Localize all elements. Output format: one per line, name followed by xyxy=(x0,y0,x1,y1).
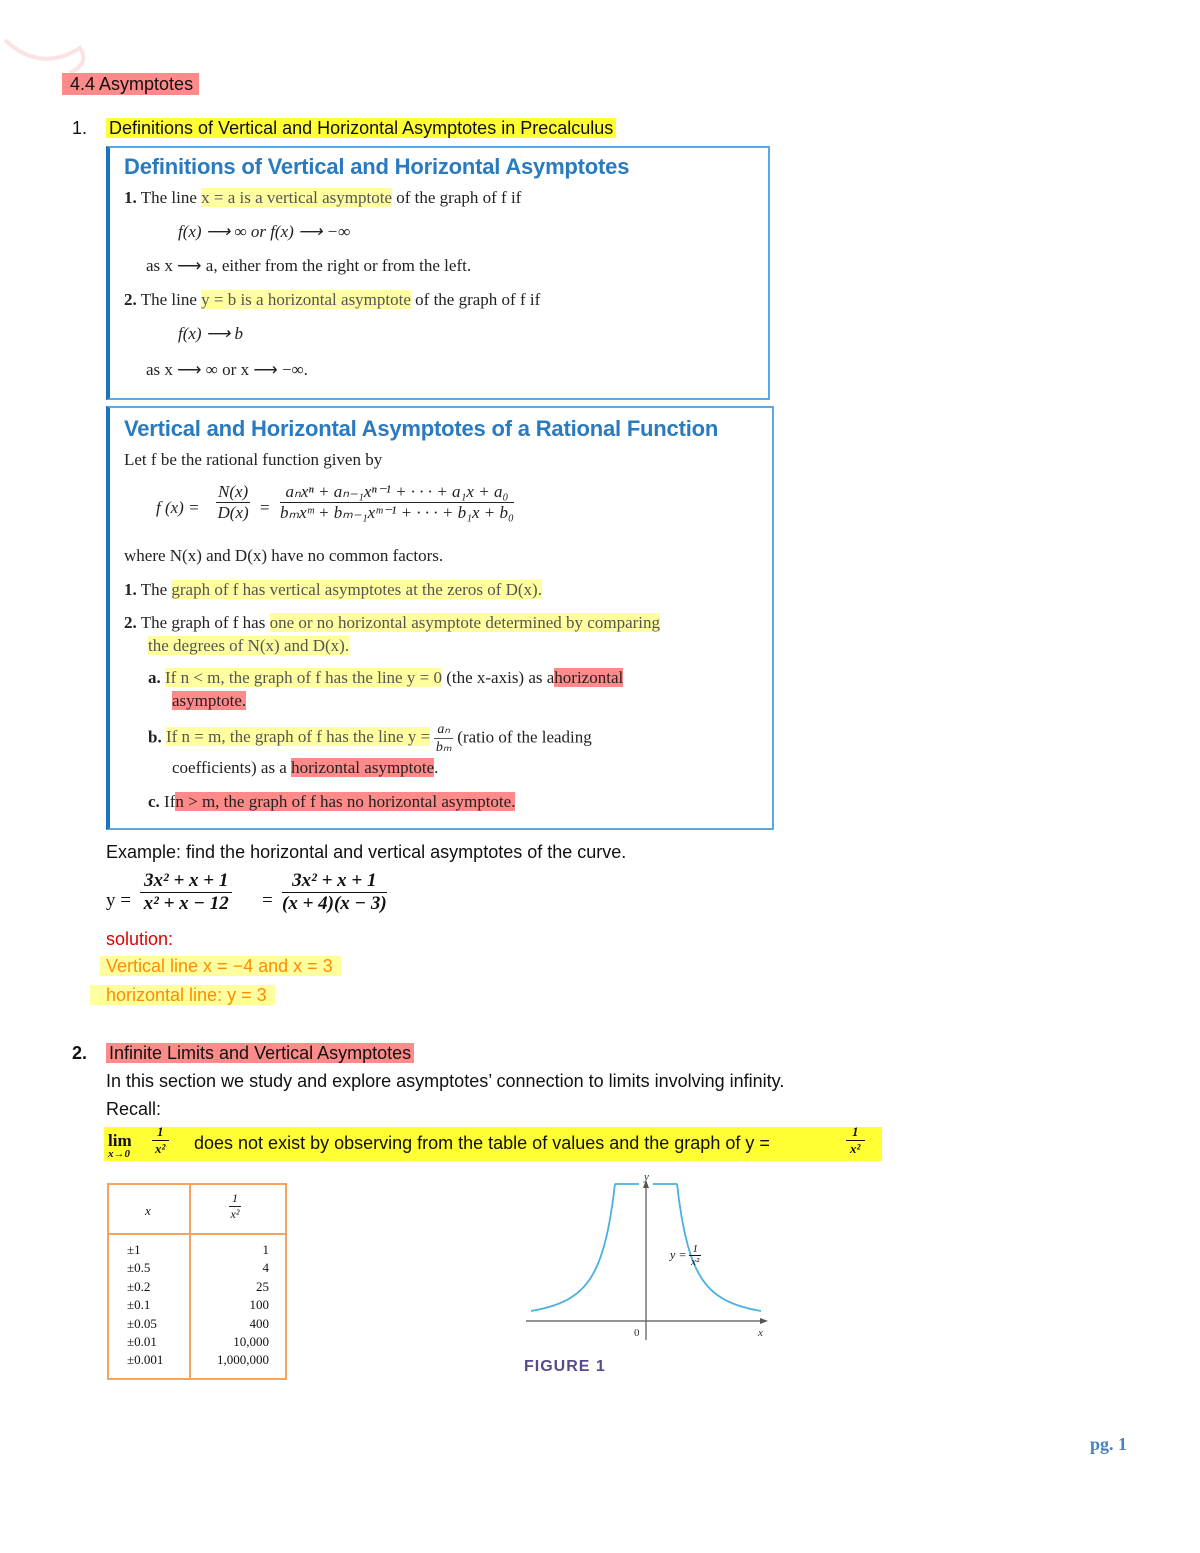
section-2-heading: 2. Infinite Limits and Vertical Asymptotes xyxy=(72,1043,414,1064)
recall-statement: does not exist by observing from the table of values and the graph of y = xyxy=(194,1133,770,1153)
table-f-cell: 25 xyxy=(256,1278,269,1294)
table-header-x: x xyxy=(145,1203,151,1218)
polynomial-fraction: aₙxⁿ + aₙ₋₁xⁿ⁻¹ + · · · + a₁x + a₀ bₘxᵐ + bₘ₋₁xᵐ⁻¹ + · · · + b₁x + b₀ xyxy=(280,482,514,522)
definition-2: 2. The line y = b is a horizontal asymptote of the graph of f if xyxy=(124,290,541,309)
example-y-eq: y = xyxy=(106,890,131,911)
curve-left-branch xyxy=(531,1184,639,1311)
origin-label: 0 xyxy=(634,1327,640,1339)
faint-mark xyxy=(0,28,100,78)
table-x-cell: ±0.01 xyxy=(127,1334,157,1350)
x-axis-label: x xyxy=(758,1327,763,1339)
table-x-cell: ±0.2 xyxy=(127,1278,151,1294)
example-fraction-1: 3x² + x + 1 x² + x − 12 xyxy=(140,870,232,915)
rational-box-title: Vertical and Horizontal Asymptotes of a Rational Function xyxy=(124,416,719,441)
rule-1: 1. The graph of f has vertical asymptotes at the zeros of D(x). xyxy=(124,580,542,599)
recall-label: Recall: xyxy=(106,1099,162,1119)
table-f-cell: 1,000,000 xyxy=(217,1352,269,1368)
rational-intro: Let f be the rational function given by xyxy=(124,450,383,469)
table-f-cell: 1 xyxy=(262,1242,269,1257)
section-2-intro: In this section we study and explore asymptotes’ connection to limits involving infinity. xyxy=(106,1071,785,1091)
y-axis-label: y xyxy=(644,1171,649,1183)
rule-2: 2. The graph of f has one or no horizontal asymptote determined by comparing xyxy=(124,613,660,632)
table-x-cell: ±0.05 xyxy=(127,1315,157,1331)
table-f-cell: 10,000 xyxy=(233,1334,269,1350)
definition-1-formula: f(x) ⟶ ∞ or f(x) ⟶ −∞ xyxy=(178,222,351,241)
figure-1-graph xyxy=(520,1170,780,1350)
figure-caption: FIGURE 1 xyxy=(524,1358,606,1375)
definition-2-formula: f(x) ⟶ b xyxy=(178,324,243,343)
rule-2c: c. Ifn > m, the graph of f has no horizontal asymptote. xyxy=(148,792,516,811)
page-number: pg. 1 xyxy=(1090,1434,1128,1454)
rational-f-lhs: f (x) = xyxy=(156,498,200,517)
page-title: 4.4 Asymptotes xyxy=(62,74,199,95)
rule-2b: b. If n = m, the graph of f has the line y = $\frac{\text{aₙ}}{\text{bₘ}}$ (ratio of the leading xyxy=(148,722,592,755)
values-table xyxy=(107,1183,287,1380)
rule-2a-cont: asymptote. xyxy=(172,691,247,710)
rational-where: where N(x) and D(x) have no common factors. xyxy=(124,546,444,565)
table-divider-h xyxy=(109,1233,285,1235)
table-x-cell: ±1 xyxy=(127,1242,141,1257)
x-axis-arrow xyxy=(760,1318,768,1324)
definition-1: 1. The line x = a is a vertical asymptote of the graph of f if xyxy=(124,188,522,207)
rule-2b-cont: coefficients) as a horizontal asymptote. xyxy=(172,758,439,777)
limit-fraction: 1 x² xyxy=(152,1124,169,1157)
table-x-column xyxy=(127,1241,163,1370)
table-f-cell: 4 xyxy=(262,1260,269,1276)
curve-label: y = $\frac{1}{\text{x²}}$ xyxy=(670,1243,700,1268)
table-x-cell: ±0.5 xyxy=(127,1260,151,1276)
solution-label: solution: xyxy=(106,929,174,949)
table-header-f: 1 x² xyxy=(230,1191,240,1221)
section-1-heading: 1. Definitions of Vertical and Horizontal Asymptotes in Precalculus xyxy=(72,118,616,139)
table-x-cell: ±0.1 xyxy=(127,1297,151,1313)
solution-vertical: Vertical line x = −4 and x = 3 xyxy=(100,956,341,977)
example-fraction-2: 3x² + x + 1 (x + 4)(x − 3) xyxy=(282,870,387,914)
table-f-cell: 400 xyxy=(249,1315,269,1331)
definition-1-condition: as x ⟶ a, either from the right or from the left. xyxy=(146,256,472,275)
rational-eq: = xyxy=(260,498,270,517)
table-f-cell: 100 xyxy=(249,1297,269,1313)
definitions-box xyxy=(106,146,770,400)
n-over-d: N(x) D(x) xyxy=(217,482,249,522)
table-x-cell: ±0.001 xyxy=(127,1352,164,1368)
definitions-box-title: Definitions of Vertical and Horizontal Asymptotes xyxy=(124,154,630,179)
rational-function-box xyxy=(106,406,774,830)
definition-2-condition: as x ⟶ ∞ or x ⟶ −∞. xyxy=(146,360,308,379)
example-eq: = xyxy=(262,890,273,911)
solution-horizontal: horizontal line: y = 3 xyxy=(90,985,275,1006)
example-prompt: Example: find the horizontal and vertical asymptotes of the curve. xyxy=(106,842,627,862)
table-divider-v xyxy=(189,1185,191,1378)
recall-fraction: 1 x² xyxy=(846,1124,865,1157)
rule-2a: a. If n < m, the graph of f has the line y = 0 (the x-axis) as ahorizontal xyxy=(148,668,624,687)
table-f-column xyxy=(217,1241,269,1370)
rule-2-cont: the degrees of N(x) and D(x). xyxy=(148,636,350,655)
limit-symbol: lim x→0 xyxy=(108,1131,132,1160)
